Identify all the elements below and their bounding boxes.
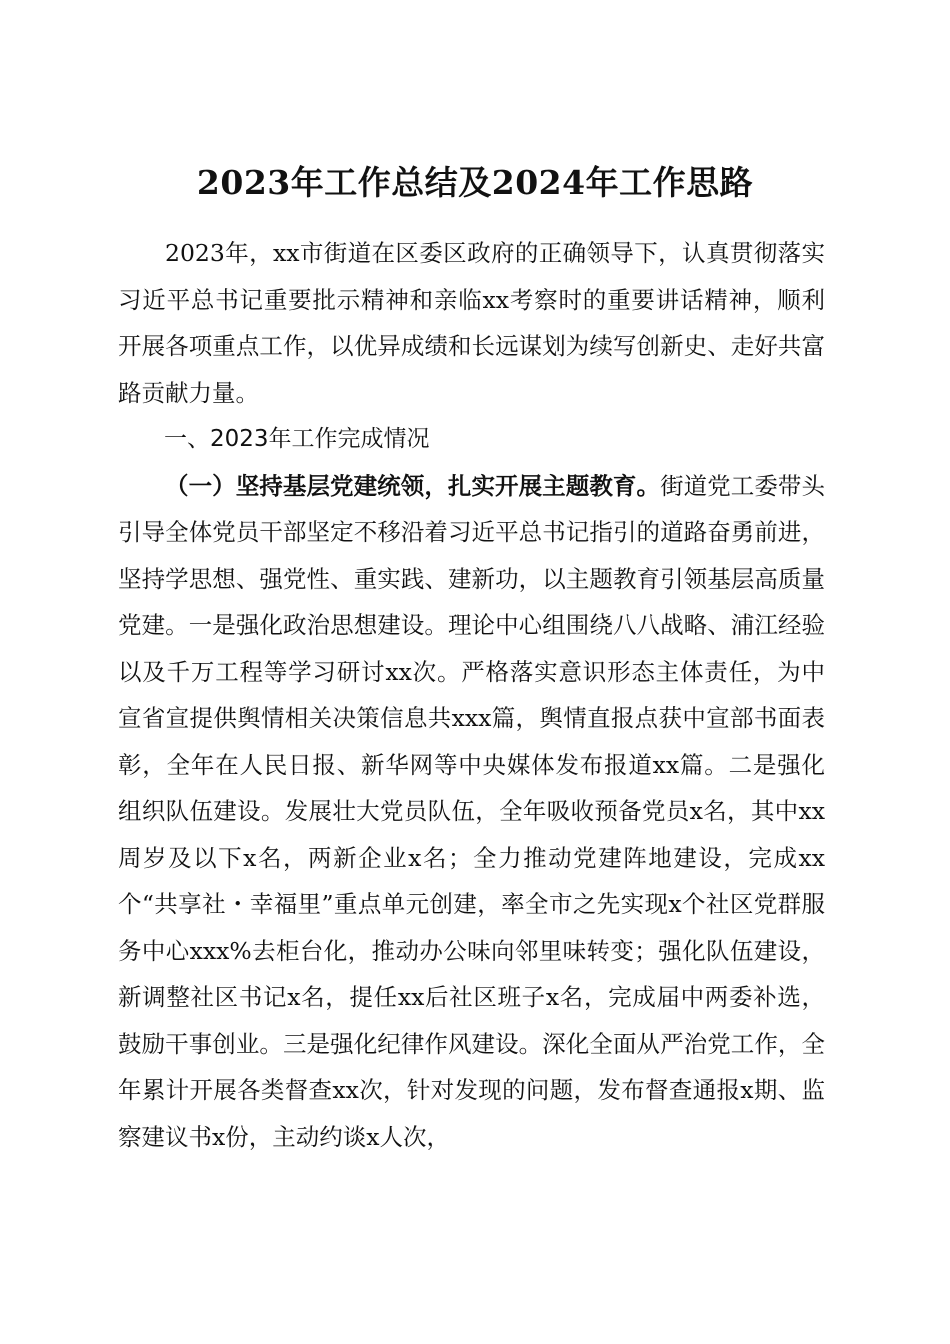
document-title: 2023年工作总结及2024年工作思路: [196, 163, 754, 203]
intro-paragraph: 2023年，xx市街道在区委区政府的正确领导下，认真贯彻落实习近平总书记重要批示精神和亲临xx考察时的重要讲话精神，顺利开展各项重点工作，以优异成绩和长远谋划为续写创新史、走好共富路贡献力量。: [118, 239, 825, 407]
subsection-paragraph: [118, 463, 825, 1161]
subsection-heading: （一）坚持基层党建统领，扎实开展主题教育。: [165, 471, 661, 500]
subsection-body: 街道党工委带头引导全体党员干部坚定不移沿着习近平总书记指引的道路奋勇前进，坚持学思想、强党性、重实践、建新功，以主题教育引领基层高质量党建。一是强化政治思想建设。理论中心组围绕八八战略、浦江经验以及千万工程等学习研讨xx次。严格落实意识形态主体责任，为中宣省宣提供舆情相关决策信息共xxx篇，舆情直报点获中宣部书面表彰，全年在人民日报、新华网等中央媒体发布报道xx篇。二是强化组织队伍建设。发展壮大党员队伍，全年吸收预备党员x名，其中xx周岁及以下x名，两新企业x名；全力推动党建阵地建设，完成xx个“共享社・幸福里”重点单元创建，率全市之先实现x个社区党群服务中心xxx%去柜台化，推动办公味向邻里味转变；强化队伍建设，新调整社区书记x名，提任xx后社区班子x名，完成届中两委补选，鼓励干事创业。三是强化纪律作风建设。深化全面从严治党工作，全年累计开展各类督查xx次，针对发现的问题，发布督查通报x期、监察建议书x份，主动约谈x人次，: [118, 471, 826, 1151]
section-heading: 一、2023年工作完成情况: [164, 426, 430, 452]
document-body: [118, 230, 825, 1160]
